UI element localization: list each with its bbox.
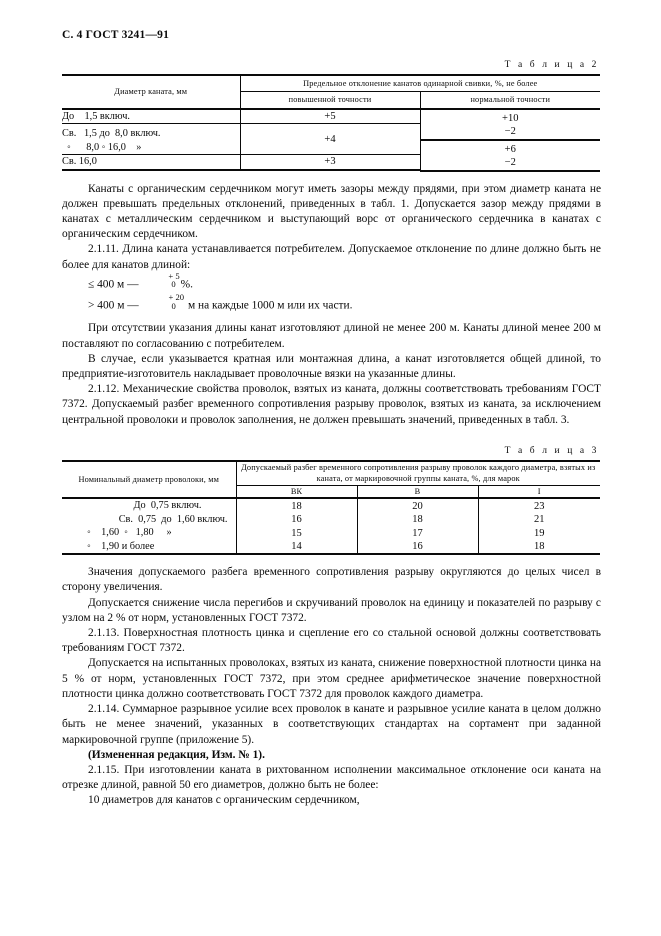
table2-row3-label: Св. 16,0 <box>62 155 240 170</box>
table3-caption: Т а б л и ц а 3 <box>504 445 599 456</box>
paragraph-rounding: Значения допускаемого разбега временного сопротивления разрыву округляются до целых чисел в сторону увеличения. <box>62 566 601 594</box>
table2-header-normal-precision: нормальной точности <box>420 92 600 109</box>
table3-row4-v: 16 <box>357 540 478 555</box>
gt400-lower: 0 <box>171 300 176 311</box>
le400-suffix: %. <box>180 278 193 291</box>
paragraph-10-diameters: 10 диаметров для канатов с органическим сердечником, <box>88 794 360 807</box>
table2-header-deviation-span: Предельное отклонение канатов одинарной свивки, %, не более <box>240 75 600 92</box>
table3-row3-vk: 15 <box>236 526 357 540</box>
table3-header-v: В <box>357 485 478 498</box>
paragraph-multiple-length: В случае, если указывается кратная или монтажная длина, а канат изготовляется общей длиной, то предприятие-изготовитель накладывает проволочные вязки на указанные длины. <box>62 352 601 380</box>
gt400-upper: + 20 <box>168 292 185 303</box>
table2-normal-group2 <box>420 140 600 170</box>
table3-header-nominal-diameter: Номинальный диаметр проволоки, мм <box>62 461 236 499</box>
paragraph-2-1-12: 2.1.12. Механические свойства проволок, взятых из каната, должны соответствовать требованиям ГОСТ 7372. Допускаемый разбег временного сопротивления разрыву проволок, взятых из каната, за исключением центральной проволоки и проволок заполнения, не должен превышать значений, приведенных в табл. 3. <box>62 383 601 426</box>
table-row <box>62 513 600 527</box>
table2-bottom-rule-row <box>62 170 600 171</box>
table3-row1-i: 23 <box>534 500 545 512</box>
gt400-prefix: > 400 м — <box>88 299 142 312</box>
table2-row1-normal-top: +10 <box>502 112 519 124</box>
gt400-suffix: м на каждые 1000 м или их части. <box>185 299 353 312</box>
table2-header-high-precision: повышенной точности <box>240 92 420 109</box>
paragraph-no-length: При отсутствии указания длины канат изготовляют длиной не менее 200 м. Канаты длиной менее 200 м поставляют по согласованию с потребителем. <box>62 322 601 350</box>
le400-upper: + 5 <box>168 270 180 281</box>
le400-fraction <box>142 272 179 289</box>
table3-row1-v: 20 <box>357 498 478 513</box>
table2-header-diameter: Диаметр каната, мм <box>62 75 240 109</box>
length-tolerance-le400 <box>62 270 601 294</box>
le400-prefix: ≤ 400 м — <box>88 278 142 291</box>
paragraph-2-1-11: 2.1.11. Длина каната устанавливается потребителем. Допускаемое отклонение по длине должно быть не более для канатов длиной: <box>62 243 601 271</box>
table3-row2-label: Св. 0,75 до 1,60 включ. <box>62 513 236 527</box>
gt400-fraction <box>143 293 185 310</box>
table3-row1-label: До 0,75 включ. <box>62 498 236 513</box>
table3-row2-v: 18 <box>357 513 478 527</box>
table-2 <box>62 74 600 172</box>
paragraph-reduction: Допускается снижение числа перегибов и скручиваний проволок на единицу и показателей по разрыву с узлом на 2 % от норм, установленных ГОСТ 7372. <box>62 596 601 624</box>
page-running-head: С. 4 ГОСТ 3241—91 <box>62 29 170 41</box>
table3-header-spread-span: Допускаемый разбег временного сопротивления разрыву проволок каждого диаметра, взятых из каната, от маркировочной группы каната, %, для марок <box>236 461 600 486</box>
table-row <box>62 540 600 555</box>
table2-row2-label <box>62 124 240 155</box>
table3-header-row-1 <box>62 461 600 486</box>
table2-row2-label-line1: Св. 1,5 до 8,0 включ. <box>62 128 161 139</box>
table2-row2-normal-top: +6 <box>504 143 516 155</box>
paragraph-organic-core: Канаты с органическим сердечником могут иметь зазоры между прядями, при этом диаметр каната не должен превышать предельных отклонений, приведенных в табл. 1. Допускается зазор между прядями в канатах с металлическим сердечником и выступающий ворс от органического сердечника в канатах с органическим сердечником. <box>62 182 601 241</box>
table-row <box>62 498 600 513</box>
table3-header-vk: ВК <box>236 485 357 498</box>
table2-row1-precise: +5 <box>240 109 420 124</box>
table2-normal-group1 <box>420 109 600 140</box>
paragraph-2-1-15: 2.1.15. При изготовлении каната в рихтованном исполнении максимальное отклонение оси каната на отрезке длиной, равной 50 его диаметров, должно быть не более: <box>62 763 601 792</box>
table3-row2-vk: 16 <box>236 513 357 527</box>
table3-row4-vk: 14 <box>236 540 357 555</box>
table3-row3-i: 19 <box>534 527 545 539</box>
table3-row2-i: 21 <box>534 514 545 526</box>
table-row <box>62 526 600 540</box>
table2-row2-precise: +4 <box>240 124 420 155</box>
table2-caption: Т а б л и ц а 2 <box>504 60 599 70</box>
table3-row4-label: ◦ 1,90 и более <box>62 540 236 555</box>
paragraph-2-1-14: 2.1.14. Суммарное разрывное усилие всех проволок в канате и разрывное усилие каната в целом должно быть не менее значений, указанных в соответствующих стандартах на сортамент при заданной маркировочной группе (приложение 5). <box>62 703 601 746</box>
table2-row2-label-line2: ◦ 8,0 ◦ 16,0 » <box>62 141 142 153</box>
table2-row1-normal-bottom: −2 <box>504 126 516 137</box>
paragraph-revision-note: (Измененная редакция, Изм. № 1). <box>88 748 265 761</box>
paragraph-zinc: Допускается на испытанных проволоках, взятых из каната, снижение поверхностной плотности цинка на 5 % от норм, установленных ГОСТ 7372, при этом среднее арифметическое значение поверхностной плотности цинка должно соответствовать ГОСТ 7372 для проволок каждого диаметра. <box>62 657 601 700</box>
length-tolerance-gt400 <box>62 294 601 315</box>
table2-row3-precise: +3 <box>240 155 420 170</box>
table2-row1-label: До 1,5 включ. <box>62 109 240 124</box>
table2-row2-normal-bottom: −2 <box>504 157 516 168</box>
table-3 <box>62 460 600 556</box>
table3-header-i: I <box>478 485 600 498</box>
paragraph-2-1-13: 2.1.13. Поверхностная плотность цинка и сцепление его со стальной основой должны соответствовать требованиям ГОСТ 7372. <box>62 627 601 655</box>
table2-header-row-1 <box>62 75 600 92</box>
table3-row1-vk: 18 <box>236 498 357 513</box>
table-row <box>62 109 600 124</box>
table3-row3-label: ◦ 1,60 ◦ 1,80 » <box>62 526 236 540</box>
le400-lower: 0 <box>171 279 176 290</box>
table3-row3-v: 17 <box>357 526 478 540</box>
table3-row4-i: 18 <box>478 540 600 555</box>
